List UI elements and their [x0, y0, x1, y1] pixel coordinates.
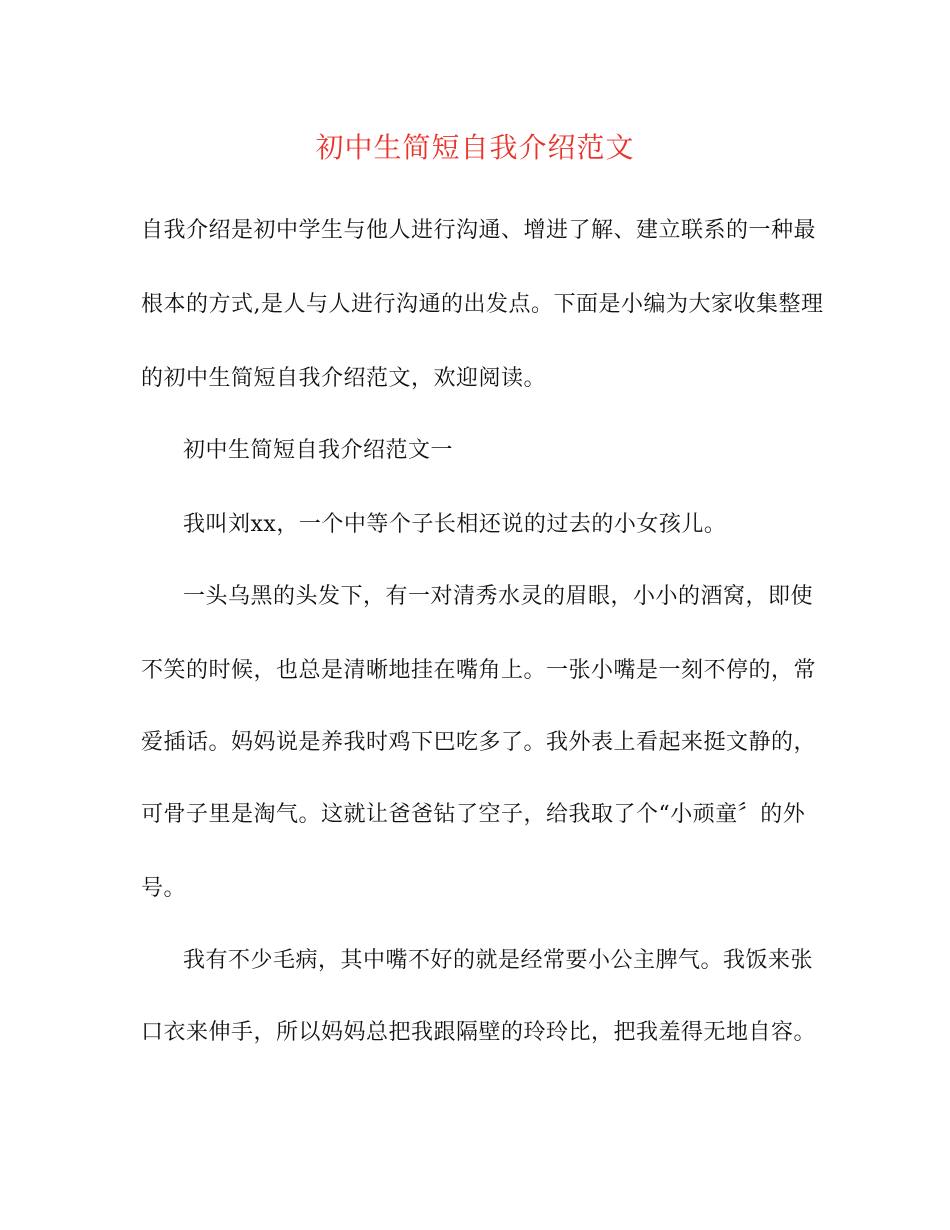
paragraph-line: 不笑的时候，也总是清晰地挂在嘴角上。一张小嘴是一刻不停的，常: [141, 658, 817, 683]
paragraph-line: 我有不少毛病，其中嘴不好的就是经常要小公主脾气。我饭来张: [183, 948, 814, 973]
paragraph-line: 可骨子里是淘气。这就让爸爸钻了空子，给我取了个“小顽童〞的外: [141, 802, 806, 827]
paragraph-line: 我叫刘xx，一个中等个子长相还说的过去的小女孩儿。: [183, 512, 727, 537]
paragraph-line: 一头乌黑的头发下，有一对清秀水灵的眉眼，小小的酒窝，即使: [183, 584, 814, 609]
paragraph-line: 爱插话。妈妈说是养我时鸡下巴吃多了。我外表上看起来挺文静的，: [141, 730, 817, 755]
paragraph-line: 口衣来伸手，所以妈妈总把我跟隔壁的玲玲比，把我羞得无地自容。: [141, 1020, 817, 1045]
intro-line-2: 根本的方式,是人与人进行沟通的出发点。下面是小编为大家收集整理: [141, 292, 824, 317]
document-title: 初中生简短自我介绍范文: [315, 131, 635, 164]
paragraph-line: 号。: [141, 876, 187, 901]
intro-line-3: 的初中生简短自我介绍范文，欢迎阅读。: [141, 366, 547, 391]
section-heading: 初中生简短自我介绍范文一: [183, 438, 454, 463]
intro-line-1: 自我介绍是初中学生与他人进行沟通、增进了解、建立联系的一种最: [141, 218, 817, 243]
